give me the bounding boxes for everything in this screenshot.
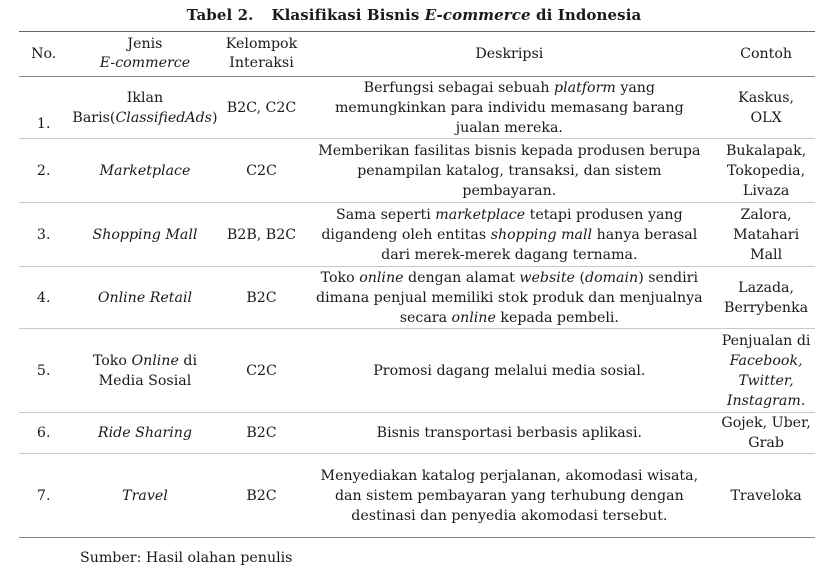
cell-contoh <box>717 267 815 329</box>
text-run: ) <box>211 109 218 126</box>
header-contoh: Contoh <box>717 32 815 77</box>
cell-kelompok: B2C <box>222 454 302 538</box>
header-jenis <box>68 32 221 77</box>
text-run: domain <box>584 269 639 286</box>
table-row <box>19 139 815 203</box>
text-run: Bisnis transportasi berbasis aplikasi. <box>376 425 643 441</box>
text-run: Memberikan fasilitas bisnis kepada produsen berupa penampilan katalog, transaksi, dan sistem pembayaran. <box>318 142 701 199</box>
table-row <box>19 329 815 413</box>
cell-deskripsi <box>301 413 717 454</box>
cell-jenis <box>68 413 221 454</box>
cell-contoh <box>717 139 815 203</box>
cell-contoh <box>717 454 815 538</box>
table-title-suffix: di Indonesia <box>530 6 642 24</box>
text-run: Toko <box>320 269 360 286</box>
text-run: yang memungkinkan para individu memasang barang jualan mereka. <box>334 79 684 136</box>
cell-no: 4. <box>19 267 68 329</box>
cell-jenis <box>68 77 221 139</box>
cell-deskripsi <box>301 77 717 139</box>
text-run: Gojek, Uber, Grab <box>721 415 811 451</box>
text-run: Travel <box>122 487 168 504</box>
cell-deskripsi <box>301 329 717 413</box>
cell-jenis <box>68 454 221 538</box>
text-run: Online <box>131 352 179 369</box>
text-run: ( <box>109 109 116 126</box>
cell-contoh <box>717 77 815 139</box>
text-run: hanya berasal dari merek-merek dagang ternama. <box>381 226 698 263</box>
table-row <box>19 413 815 454</box>
text-run: dengan alamat <box>403 269 520 286</box>
table-row <box>19 454 815 538</box>
text-run: Kaskus, OLX <box>738 89 795 126</box>
text-run: ( <box>574 269 585 286</box>
cell-contoh <box>717 329 815 413</box>
ecommerce-classification-table <box>19 31 815 538</box>
header-jenis-line2: E-commerce <box>99 55 191 71</box>
cell-contoh <box>717 203 815 267</box>
table-caption <box>0 6 828 24</box>
text-run: shopping mall <box>490 226 593 243</box>
cell-kelompok: B2C <box>222 413 302 454</box>
text-run: Shopping Mall <box>92 226 198 243</box>
text-run: Toko <box>92 352 132 369</box>
text-run: platform <box>554 79 616 96</box>
table-row <box>19 77 815 139</box>
text-run: kepada pembeli. <box>495 309 619 326</box>
cell-no: 3. <box>19 203 68 267</box>
text-run: Sama seperti <box>336 206 436 223</box>
cell-kelompok: C2C <box>222 329 302 413</box>
header-jenis-line1: Jenis <box>127 36 163 52</box>
text-run: ) sendiri dimana penjual memiliki stok produk dan menjualnya secara <box>316 269 703 326</box>
table-body <box>19 77 815 538</box>
cell-deskripsi <box>301 267 717 329</box>
text-run: online <box>359 269 404 286</box>
cell-no: 7. <box>19 454 68 538</box>
text-run: Promosi dagang melalui media sosial. <box>373 362 646 379</box>
cell-kelompok: B2C <box>222 267 302 329</box>
text-run: Facebook, Twitter, Instagram. <box>726 352 806 409</box>
table-title-prefix: Klasifikasi Bisnis <box>271 6 425 24</box>
table-row <box>19 203 815 267</box>
text-run: Online Retail <box>97 289 193 306</box>
cell-no: 2. <box>19 139 68 203</box>
cell-jenis <box>68 139 221 203</box>
cell-no: 5. <box>19 329 68 413</box>
table-title-italic: E-commerce <box>424 6 531 24</box>
text-run: website <box>519 269 575 286</box>
cell-deskripsi <box>301 454 717 538</box>
text-run: Ride Sharing <box>97 425 192 441</box>
header-no: No. <box>19 32 68 77</box>
text-run: Bukalapak, Tokopedia, Livaza <box>725 142 807 199</box>
header-kelompok-line1: Kelompok <box>225 36 298 52</box>
text-run: Marketplace <box>99 162 191 179</box>
table-row <box>19 267 815 329</box>
cell-no: 1. <box>19 77 68 139</box>
text-run: di Media Sosial <box>98 352 197 389</box>
text-run: Penjualan di <box>721 332 811 349</box>
text-run: Lazada, Berrybenka <box>724 279 809 316</box>
header-kelompok-line2: Interaksi <box>229 55 294 71</box>
table-number: Tabel 2. <box>186 6 254 24</box>
cell-deskripsi <box>301 203 717 267</box>
text-run: Berfungsi sebagai sebuah <box>363 79 554 96</box>
cell-deskripsi <box>301 139 717 203</box>
cell-jenis <box>68 329 221 413</box>
text-run: Traveloka <box>730 487 802 504</box>
text-run: online <box>451 309 496 326</box>
cell-contoh <box>717 413 815 454</box>
text-run: Zalora, Matahari Mall <box>733 206 800 263</box>
text-run: Iklan Baris <box>72 89 164 126</box>
text-run: Menyediakan katalog perjalanan, akomodasi wisata, dan sistem pembayaran yang terhubung dengan destinasi dan penyedia akomodasi tersebut. <box>320 467 699 524</box>
cell-jenis <box>68 267 221 329</box>
cell-kelompok: B2B, B2C <box>222 203 302 267</box>
header-kelompok <box>222 32 302 77</box>
text-run: marketplace <box>435 206 526 223</box>
cell-kelompok: C2C <box>222 139 302 203</box>
table-header-row <box>19 32 815 77</box>
text-run: Ads <box>185 109 212 126</box>
source-note: Sumber: Hasil olahan penulis <box>80 550 293 566</box>
text-run: Classified <box>115 109 186 126</box>
cell-jenis <box>68 203 221 267</box>
text-run: tetapi produsen yang digandeng oleh entitas <box>321 206 683 243</box>
cell-no: 6. <box>19 413 68 454</box>
header-deskripsi: Deskripsi <box>301 32 717 77</box>
cell-kelompok: B2C, C2C <box>222 77 302 139</box>
